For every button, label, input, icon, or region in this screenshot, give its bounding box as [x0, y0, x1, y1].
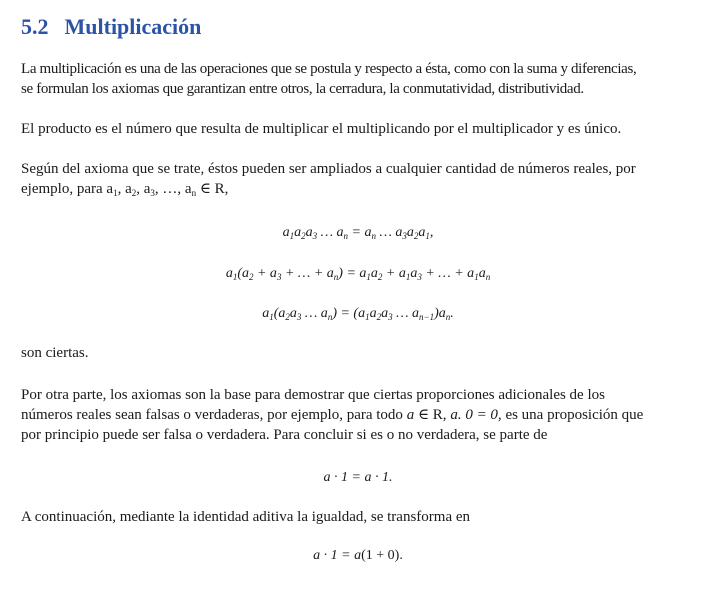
variable-list: $a_1$, $a_2$, $a_3$, …, $a_n$: [106, 181, 197, 198]
paragraph-axioms-line-1: Según del axioma que se trate, éstos pueden ser ampliados a cualquier cantidad de números reales, por: [21, 161, 636, 177]
equation-additive-identity: [21, 548, 695, 564]
paragraph-proposition: [21, 385, 695, 445]
math-a-in: a ∈: [406, 407, 430, 423]
paragraph-proposition-line-2e: es una proposición que: [505, 407, 644, 423]
paragraph-continuation: A continuación, mediante la identidad aditiva la igualdad, se transforma en: [21, 509, 471, 525]
section-title: Multiplicación: [64, 14, 202, 39]
paragraph-axioms: [21, 159, 695, 199]
equation-commutative-product: $a_1a_2a_3$ … $a_n = a_n$ … $a_3a_2a_1$,: [282, 225, 434, 241]
paragraph-axioms-line-2-suffix: ∈ R,: [199, 181, 229, 197]
equation-additive-identity-lhs: a · 1 = a: [313, 548, 362, 563]
paragraph-intro-line-1: La multiplicación es una de las operaciones que se postula y respecto a ésta, como con la suma y diferencias,: [21, 61, 637, 77]
equation-additive-identity-rhs: (1 + 0).: [361, 548, 403, 563]
math-reals: R,: [432, 407, 447, 423]
paragraph-proposition-line-2a: números reales sean falsas o verdaderas, por ejemplo, para todo: [21, 407, 403, 423]
paragraph-intro: [21, 59, 695, 99]
equation-a-times-one: a · 1 = a · 1.: [323, 470, 393, 485]
math-a-times-zero: a. 0 = 0,: [450, 407, 502, 423]
paragraph-axioms-line-2-prefix: ejemplo, para: [21, 181, 103, 197]
paragraph-true: son ciertas.: [21, 345, 89, 361]
equation-associative: $a_1(a_2a_3$ … $a_n) = (a_1a_2a_3$ … $a_{n-1})a_n$.: [262, 306, 454, 322]
paragraph-proposition-line-1: Por otra parte, los axiomas son la base para demostrar que ciertas proporciones adicionales de los: [21, 387, 605, 403]
equation-distributive: $a_1(a_2 + a_3$ + … + $a_n) = a_1a_2 + a_1a_3$ + … + $a_1a_n$: [225, 266, 491, 282]
section-heading: [21, 14, 201, 40]
paragraph-intro-line-2: se formulan los axiomas que garantizan entre otros, la cerradura, la conmutatividad, distributividad.: [21, 81, 584, 97]
paragraph-proposition-line-3: por principio puede ser falsa o verdadera. Para concluir si es o no verdadera, se parte de: [21, 427, 548, 443]
paragraph-product: El producto es el número que resulta de multiplicar el multiplicando por el multiplicador y es único.: [21, 121, 622, 137]
section-number: 5.2: [21, 14, 49, 39]
